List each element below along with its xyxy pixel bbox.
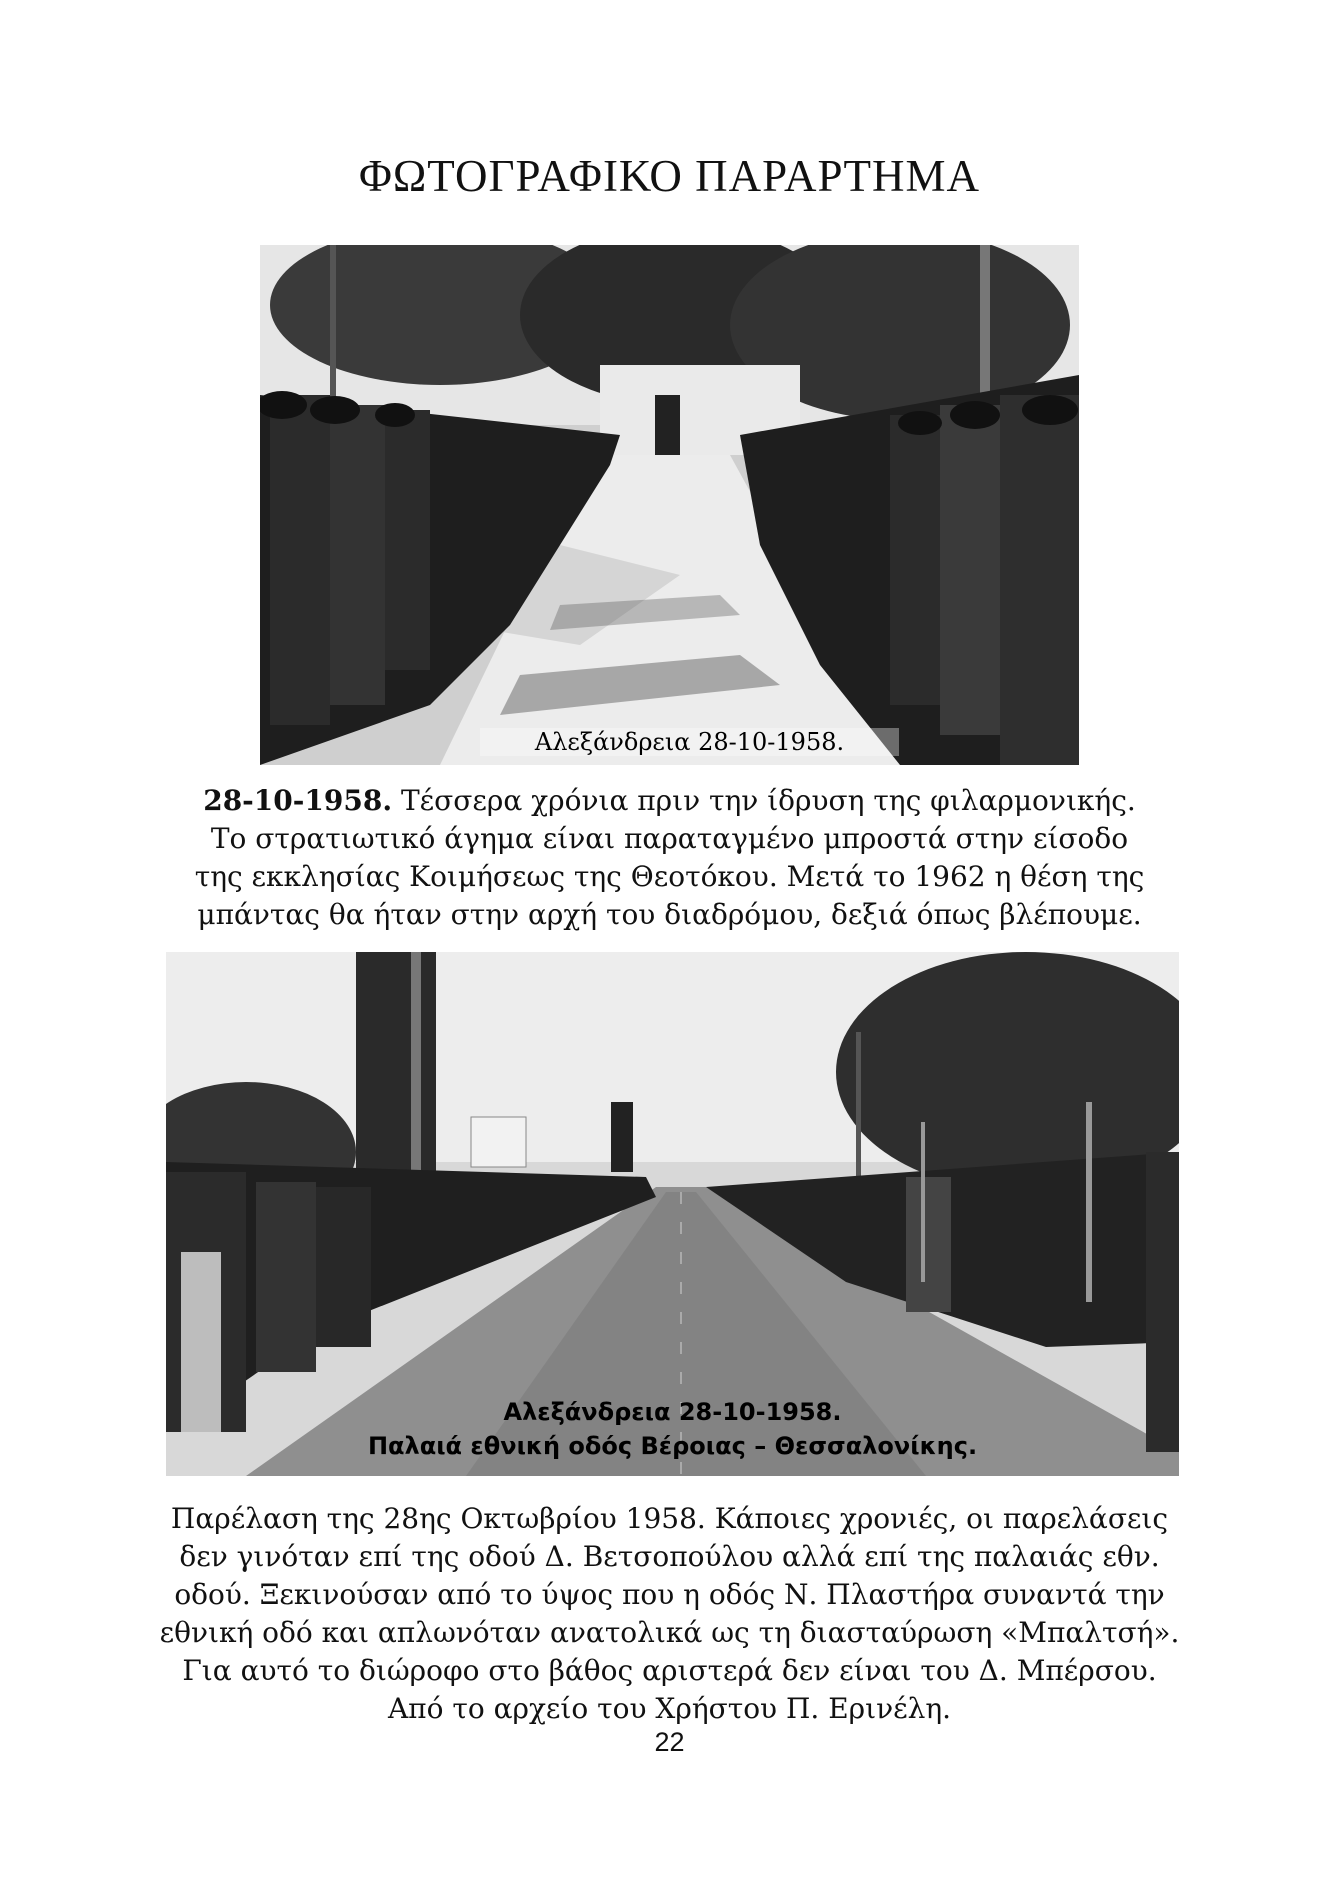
photo-soldiers-image — [260, 245, 1079, 765]
photo-soldiers-guard — [260, 245, 1079, 765]
paragraph-2-line-3: οδού. Ξεκινούσαν από το ύψος που η οδός Ν. Πλαστήρα συναντά την — [174, 1578, 1165, 1611]
photo2-caption — [166, 1395, 1179, 1463]
paragraph-1-lead: 28-10-1958. — [203, 784, 393, 817]
paragraph-1-line-3: της εκκλησίας Κοιμήσεως της Θεοτόκου. Μετά το 1962 η θέση της — [194, 860, 1145, 893]
photo2-caption-line-1: Αλεξάνδρεια 28-10-1958. — [503, 1398, 842, 1426]
paragraph-2-line-5: Για αυτό το διώροφο στο βάθος αριστερά δεν είναι του Δ. Μπέρσου. — [182, 1654, 1157, 1687]
paragraph-2-line-2: δεν γινόταν επί της οδού Δ. Βετσοπούλου αλλά επί της παλαιάς εθν. — [179, 1540, 1160, 1573]
paragraph-2-line-6: Από το αρχείο του Χρήστου Π. Ερινέλη. — [387, 1692, 952, 1725]
paragraph-2-line-1: Παρέλαση της 28ης Οκτωβρίου 1958. Κάποιες χρονιές, οι παρελάσεις — [170, 1502, 1169, 1535]
photo2-caption-line-2: Παλαιά εθνική οδός Βέροιας – Θεσσαλονίκης. — [367, 1432, 978, 1460]
paragraph-2 — [150, 1500, 1189, 1728]
page-number: 22 — [654, 1727, 685, 1757]
paragraph-1 — [150, 782, 1189, 934]
photo1-caption: Αλεξάνδρεια 28-10-1958. — [480, 728, 899, 756]
paragraph-2-line-4: εθνική οδό και απλωνόταν ανατολικά ως τη διασταύρωση «Μπαλτσή». — [159, 1616, 1180, 1649]
paragraph-1-line-4: μπάντας θα ήταν στην αρχή του διαδρόμου, δεξιά όπως βλέπουμε. — [197, 898, 1142, 931]
paragraph-1-line-1: Τέσσερα χρόνια πριν την ίδρυση της φιλαρμονικής. — [392, 784, 1136, 817]
paragraph-1-line-2: Το στρατιωτικό άγημα είναι παραταγμένο μπροστά στην είσοδο — [210, 822, 1129, 855]
page-title: ΦΩΤΟΓΡΑΦΙΚΟ ΠΑΡΑΡΤΗΜΑ — [358, 151, 981, 201]
